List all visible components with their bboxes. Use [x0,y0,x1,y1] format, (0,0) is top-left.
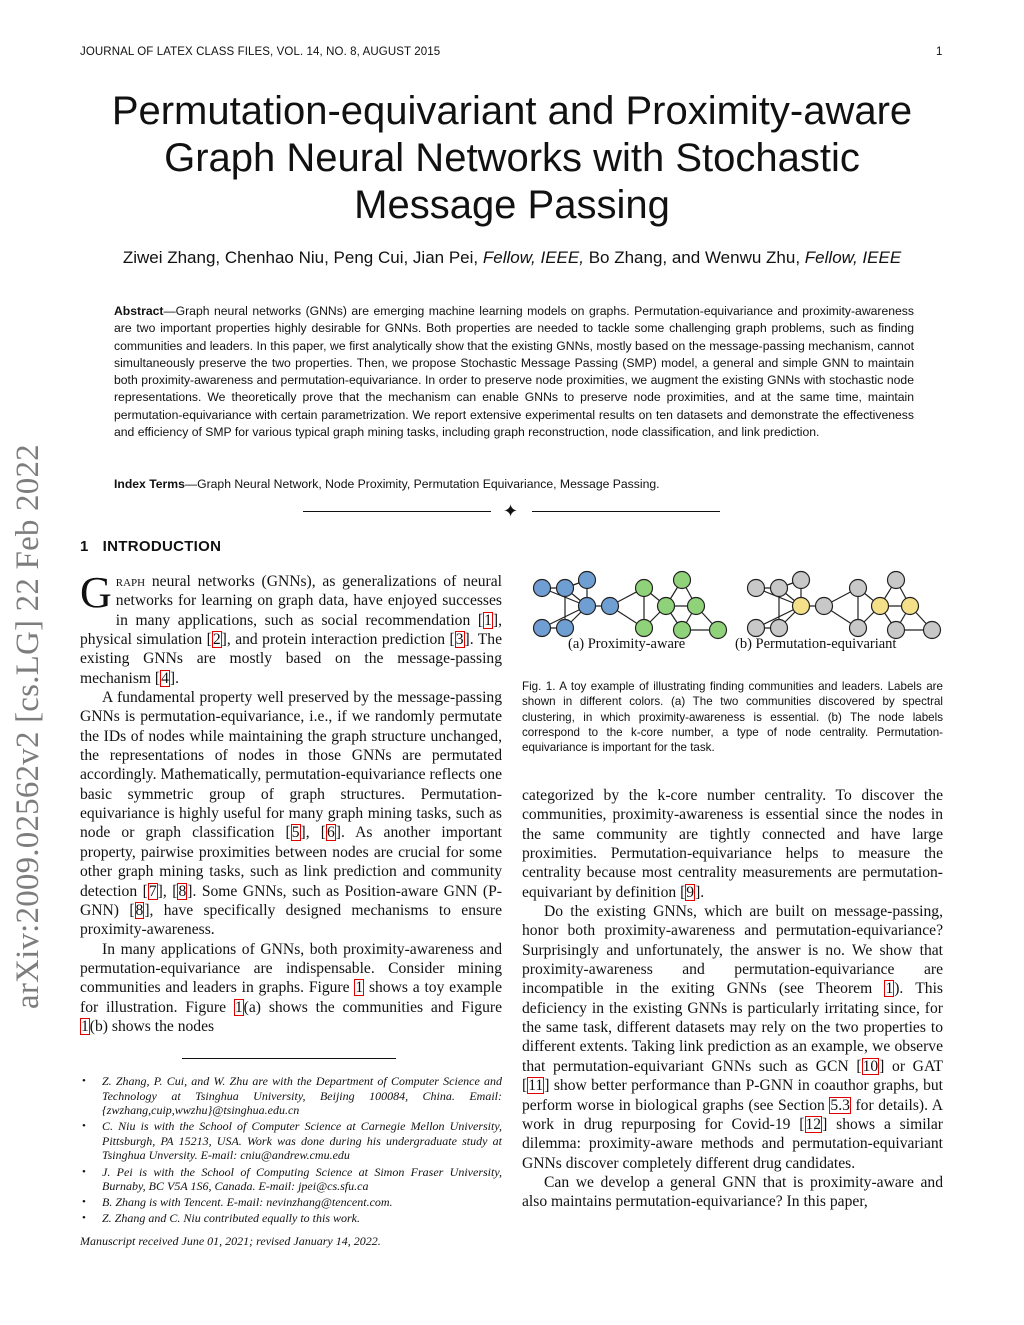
graph-b-node [924,622,941,639]
body-column-right [522,786,943,1212]
text-run: shows a toy example for illustration. Figure [80,979,502,1016]
text-run: (b) shows the nodes [89,1017,215,1035]
section-heading [80,538,221,555]
arxiv-stamp: arXiv:2009.02562v2 [cs.LG] 22 Feb 2022 [10,444,46,1009]
citation-link[interactable]: 1 [484,611,492,629]
text-run: categorized by the k-core number centrality. To discover the communities, proximity-awareness is essential since the nodes in the same community are tightly connected and have large proximities. Permutation-equivariance helps to measure the centrality because most centrality measurements are permutation-equivariant by definition [522,787,943,901]
graph-a-node [636,620,653,637]
graph-a-node [534,580,551,597]
citation-link[interactable]: 11 [528,1077,544,1095]
text-run: for details). A work in drug repurposing for Covid-19 [522,1096,943,1133]
text-run: , [305,824,321,842]
graph-b-node [793,572,810,589]
citation-link[interactable]: 8 [178,882,187,900]
graph-a-node [557,580,574,597]
index-terms-text: —Graph Neural Network, Node Proximity, Permutation Equivariance, Message Passing. [184,477,660,491]
author-list [60,248,964,268]
subcaption-a: (a) Proximity-aware [568,636,686,652]
graph-a-node [674,572,691,589]
dropcap: G [80,568,112,617]
abstract-text: —Graph neural networks (GNNs) are emerging machine learning models on graphs. Permutation-equivariance and proximity-awareness are two important properties highly desirable for GNNs. Both properties are needed to tackle some challenging graph problems, such as finding communities and leaders. In this paper, we first analytically show that the existing GNNs, mostly based on the message-passing mechanism, cannot simultaneously preserve the two properties. Then, we propose Stochastic Message Passing (SMP) model, a general and simple GNN to maintain both proximity-awareness and permutation-equivariance. In order to preserve node proximities, we augment the existing GNNs with stochastic node representations. We theoretically prove that the mechanism can enable GNNs to preserve node proximities, and at the same time, maintain permutation-equivariance with certain parametrization. We report extensive experimental results on ten datasets and demonstrate the effectiveness and efficiency of SMP for various typical graph mining tasks, including graph reconstruction, node classification, and link prediction. [114,304,914,440]
graph-a-node [534,620,551,637]
bullet-icon: • [82,1196,86,1209]
text-run: , physical simulation [80,611,502,649]
text-run: ). This deficiency in the existing GNNs is particularly irritating since, for the same task, different datasets may rely on the two properties to different extents. Taking link prediction as an example, we observe that permutation-equivariant GNNs such as GCN [522,980,943,1075]
graph-a-node [557,620,574,637]
bullet-icon: • [82,1212,86,1225]
title-line: Graph Neural Networks with Stochastic [164,136,860,180]
text-run: (a) shows the communities and Figure [243,998,502,1016]
paragraph: Do the existing GNNs, which are built on message-passing, honor both proximity-awareness and permutation-equivariance? Surprisingly and unfortunately, the answer is no. We show that proximity-awareness and permutation-equivariance are incompatible in the exiting GNNs (see Theorem 1). This deficiency in the existing GNNs is particularly irritating since, for the same task, different datasets may rely on the two properties to different extents. Taking link prediction as an example, we observe that permutation-equivariant GNNs such as GCN [10] or GAT [11] show better performance than P-GNN in coauthor graphs, but perform worse in biological graphs (see Section 5.3 for details). A work in drug repurposing for Covid-19 [12] shows a similar dilemma: proximity-aware methods and permutation-equivariant GNNs discover completely different drug candidates. [522,903,943,1172]
body-column-left [80,568,503,1036]
footnote-text: Z. Zhang, P. Cui, and W. Zhu are with the Department of Computer Science and Technology at Tsinghua University, Beijing 100084, China. Email: {zwzhang,cuip,wwzhu}@tsinghua.edu.cn [102,1074,502,1118]
section-number: 1 [80,538,89,555]
section-link[interactable]: 5.3 [830,1096,850,1114]
paragraph: categorized by the k-core number centrality. To discover the communities, proximity-awareness is essential since the nodes in the same community are tightly connected and have large proximities. Permutation-equivariance helps to measure the centrality because most centrality measurements are permutation-equivariant by definition [9]. [522,787,943,901]
graph-b-node [748,620,765,637]
section-title: INTRODUCTION [102,538,222,555]
text-run: . Some GNNs, such as Position-aware GNN (P-GNN) [80,882,502,919]
abstract-label: Abstract [114,304,164,318]
text-run: show better performance than P-GNN in coauthor graphs, but perform worse in biological graphs (see Section [522,1077,943,1114]
divider-diamond-icon: ✦ [503,501,519,521]
citation-link[interactable]: 2 [212,631,221,649]
figure-caption: Fig. 1. A toy example of illustrating finding communities and leaders. Labels are shown in different colors. (a) The two communities discovered by spectral clustering, in which proximity-awareness is essential. (b) The node labels correspond to the k-core number, a type of node centrality. Permutation-equivariance is important for the task. [522,680,943,755]
paragraph: Can we develop a general GNN that is proximity-aware and also maintains permutation-equivariance? In this paper, [522,1173,943,1211]
footnote-text: B. Zhang is with Tencent. E-mail: nevinzhang@tencent.com. [102,1195,393,1210]
citation-link[interactable]: 9 [686,883,695,901]
fellow-title: Fellow, IEEE, [482,248,584,267]
text-run: or GAT [884,1057,943,1075]
graph-b-node [872,598,889,615]
smallcaps-lead: raph [115,573,146,590]
text-run: . [175,669,180,687]
footnote-text: C. Niu is with the School of Computer Science at Carnegie Mellon University, Pittsburgh, PA 15213, USA. Work was done during his undergraduate study at Tsinghua Unversity. E-mail: cniu@andrew.cmu.edu [102,1119,502,1163]
text-run: A fundamental property well preserved by the message-passing GNNs is permutation-equivariance, i.e., if we randomly permutate the IDs of nodes while maintaining the graph structure unchanged, the representations of nodes in those GNNs are permutated accordingly. Mathematically, permutation-equivariance reflects one basic symmetric group of graph structures. Permutation-equivariance is highly useful for many graph mining tasks, such as node or graph classification [80,689,502,842]
text-run: , [162,882,173,900]
graph-b-node [888,572,905,589]
figure-link[interactable]: 1 [81,1017,89,1035]
citation-link[interactable]: 12 [805,1115,822,1133]
text-run: , and protein interaction prediction [226,631,450,649]
theorem-link[interactable]: 1 [885,980,894,998]
citation-link[interactable]: 3 [455,631,464,649]
page-number: 1 [936,46,943,58]
text-run: In many applications of GNNs, both proximity-awareness and permutation-equivariance are indispensable. Consider mining communities and leaders in graphs. Figure [80,940,502,997]
graph-permutation-equivariant [748,572,941,639]
footnote-item [80,1195,502,1210]
citation-link[interactable]: 10 [862,1057,879,1075]
footnote-item [80,1211,502,1226]
authors-text: Ziwei Zhang, Chenhao Niu, Peng Cui, Jian Pei, [122,248,483,267]
graph-b-node [816,598,833,615]
text-run: neural networks (GNNs), as generalizations of neural networks for learning on graph data, have enjoyed successes in many applications, such as social recommendation [115,573,502,629]
paper-title [90,88,934,229]
figure-link[interactable]: 1 [234,998,243,1016]
graph-b-node [771,580,788,597]
title-line: Message Passing [354,183,670,227]
index-terms-label: Index Terms [114,477,185,491]
title-line: Permutation-equivariant and Proximity-aware [111,89,913,133]
graph-a-node [636,580,653,597]
divider-line [303,511,491,512]
figure-link[interactable]: 1 [355,979,364,997]
graph-a-node [579,572,596,589]
graph-a-node [602,598,619,615]
paragraph: A fundamental property well preserved by the message-passing GNNs is permutation-equivariance, i.e., if we randomly permutate the IDs of nodes while maintaining the graph structure unchanged, the representations of nodes in those GNNs are permutated accordingly. Mathematically, permutation-equivariance reflects one basic symmetric group of graph structures. Permutation-equivariance is highly useful for many graph mining tasks, such as node or graph classification [5], [6]. As another important property, pairwise proximities between nodes are crucial for some other graph mining tasks, such as link prediction and community detection [7], [8]. Some GNNs, such as Position-aware GNN (P-GNN) [8], have specifically designed mechanisms to ensure proximity-awareness. [80,689,503,939]
fellow-title: Fellow, IEEE [804,248,902,267]
bullet-icon: • [82,1075,86,1087]
running-head: JOURNAL OF LATEX CLASS FILES, VOL. 14, NO. 8, AUGUST 2015 [80,46,441,58]
footnote-text: J. Pei is with the School of Computing Science at Simon Fraser University, Burnaby, BC V5A 1S6, Canada. E-mail: jpei@cs.sfu.ca [102,1164,502,1194]
text-run: shows a similar dilemma: proximity-aware methods and permutation-equivariant GNNs discover completely different drug candidates. [522,1115,943,1172]
citation-link[interactable]: 8 [135,901,144,919]
footnotes [80,1074,502,1227]
graph-b-node [902,598,919,615]
graph-b-node [850,580,867,597]
bullet-icon: • [82,1120,86,1133]
index-terms [114,476,914,493]
manuscript-note: Manuscript received June 01, 2021; revised January 14, 2022. [80,1234,381,1248]
divider-line [532,511,720,512]
paragraph: Graph neural networks (GNNs), as generalizations of neural networks for learning on graph data, have enjoyed successes in many applications, such as social recommendation [1], physical simulation [2], and protein interaction prediction [3]. The existing GNNs are mostly based on the message-passing mechanism [4]. [80,568,502,687]
graph-b-node [793,598,810,615]
bullet-icon: • [82,1165,86,1178]
text-run: . The existing GNNs are mostly based on the message-passing mechanism [80,631,502,687]
footnote-rule [182,1058,396,1059]
text-run: , have specifically designed mechanisms to ensure proximity-awareness. [80,901,502,939]
footnote-item [80,1119,502,1163]
graph-b-node [748,580,765,597]
graph-a-node [579,598,596,615]
text-run: . As another important property, pairwise proximities between nodes are crucial for some other graph mining tasks, such as link prediction and community detection [80,824,503,900]
footnote-item [80,1074,502,1118]
graph-a-node [658,598,675,615]
citation-link[interactable]: 7 [148,882,157,900]
citation-link[interactable]: 4 [161,669,169,687]
citation-link[interactable]: 6 [326,824,335,842]
text-run: . [700,883,705,901]
abstract [114,303,914,441]
graph-a-node [688,598,705,615]
citation-link[interactable]: 5 [291,824,300,842]
paragraph [80,940,502,1037]
authors-text: Bo Zhang, and Wenwu Zhu, [583,248,805,267]
footnote-text: Z. Zhang and C. Niu contributed equally to this work. [102,1211,361,1226]
graph-a-node [710,622,727,639]
subcaption-b: (b) Permutation-equivariant [735,636,897,652]
graph-proximity-aware [534,572,727,639]
graph-b-node [771,620,788,637]
text-run: Do the existing GNNs, which are built on message-passing, honor both proximity-awareness and permutation-equivariance? Surprisingly and unfortunately, the answer is no. We show that proximity-awareness and permutation-equivariance are incompatible in the exiting GNNs (see Theorem [522,903,943,998]
graph-b-node [850,620,867,637]
footnote-item [80,1165,502,1194]
